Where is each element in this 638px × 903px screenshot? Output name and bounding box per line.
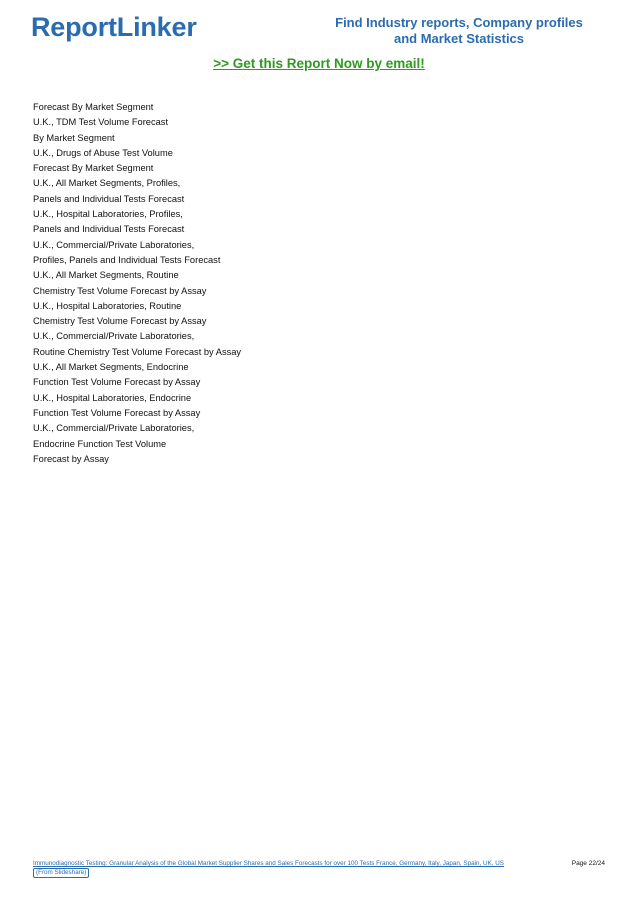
list-item: U.K., Commercial/Private Laboratories, bbox=[33, 423, 195, 434]
list-item: Forecast By Market Segment bbox=[33, 163, 154, 174]
list-item: Chemistry Test Volume Forecast by Assay bbox=[33, 285, 207, 296]
get-report-link[interactable]: >> Get this Report Now by email! bbox=[213, 56, 425, 71]
list-item: U.K., Commercial/Private Laboratories, bbox=[33, 239, 195, 250]
header-tagline bbox=[325, 15, 593, 47]
list-item: Forecast By Market Segment bbox=[33, 102, 154, 112]
list-item: U.K., Drugs of Abuse Test Volume bbox=[33, 147, 173, 158]
footer-document-title-link[interactable]: Immunodiagnostic Testing: Granular Analysis of the Global Market Supplier Shares and Sales Forecasts for over 100 Tests France, Germany, Italy, Japan, Spain, UK, US bbox=[33, 860, 504, 867]
footer-source-badge[interactable]: (From Slideshare) bbox=[33, 868, 89, 878]
table-of-contents-list bbox=[33, 100, 593, 467]
list-item: U.K., Hospital Laboratories, Profiles, bbox=[33, 209, 183, 220]
list-item: Endocrine Function Test Volume bbox=[33, 438, 167, 449]
list-item: U.K., All Market Segments, Routine bbox=[33, 270, 179, 281]
list-item: Forecast by Assay bbox=[33, 453, 109, 464]
tagline-line-1: Find Industry reports, Company profiles bbox=[335, 15, 583, 30]
list-item: By Market Segment bbox=[33, 132, 115, 143]
list-item: U.K., Hospital Laboratories, Routine bbox=[33, 300, 182, 311]
list-item: Function Test Volume Forecast by Assay bbox=[33, 407, 201, 418]
list-item: U.K., All Market Segments, Profiles, bbox=[33, 178, 181, 189]
list-item: Routine Chemistry Test Volume Forecast by Assay bbox=[33, 346, 242, 357]
page-number: Page 22/24 bbox=[571, 860, 605, 867]
list-item: U.K., TDM Test Volume Forecast bbox=[33, 117, 169, 128]
list-item: U.K., Commercial/Private Laboratories, bbox=[33, 331, 195, 342]
cta-container bbox=[0, 55, 638, 73]
list-item: Profiles, Panels and Individual Tests Forecast bbox=[33, 254, 221, 265]
tagline-line-2: and Market Statistics bbox=[393, 31, 525, 46]
list-item: U.K., Hospital Laboratories, Endocrine bbox=[33, 392, 192, 403]
list-item: Panels and Individual Tests Forecast bbox=[33, 224, 185, 235]
list-item: Chemistry Test Volume Forecast by Assay bbox=[33, 316, 207, 327]
list-item: Function Test Volume Forecast by Assay bbox=[33, 377, 201, 388]
reportlinker-logo[interactable]: ReportLinker bbox=[31, 12, 197, 42]
list-item: Panels and Individual Tests Forecast bbox=[33, 193, 185, 204]
list-item: U.K., All Market Segments, Endocrine bbox=[33, 362, 189, 373]
